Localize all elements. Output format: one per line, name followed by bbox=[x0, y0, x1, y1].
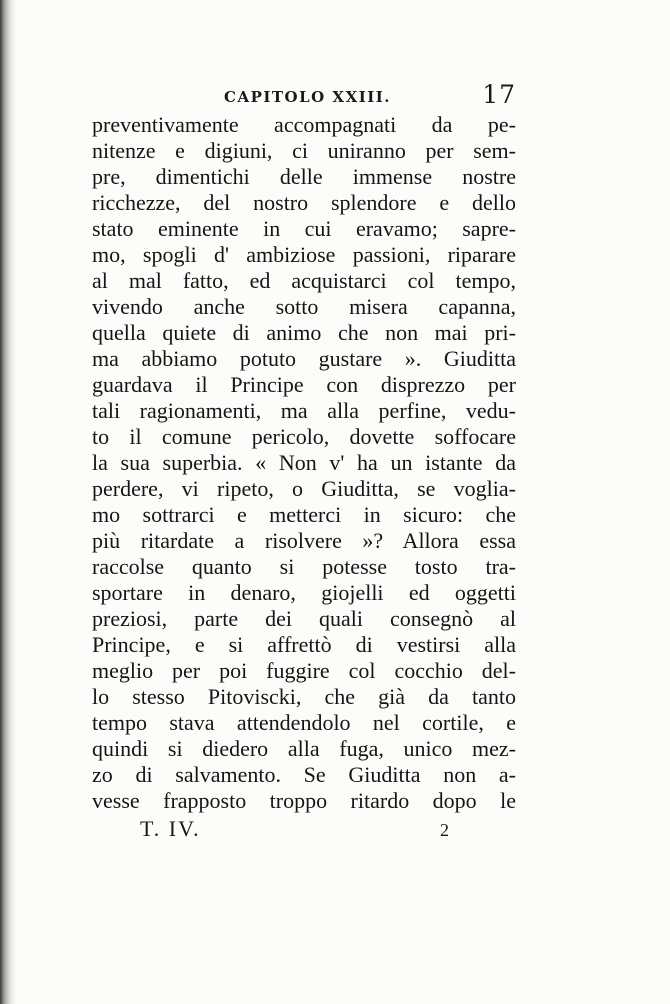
text-line: preventivamente accompagnati da pe- bbox=[92, 112, 516, 137]
text-line: pre, dimentichi delle immense nostre bbox=[92, 164, 516, 189]
volume-signature: T. IV. bbox=[140, 816, 201, 841]
text-line: quella quiete di animo che non mai pri- bbox=[92, 320, 516, 345]
text-line: meglio per poi fuggire col cocchio del- bbox=[92, 658, 516, 683]
page-footer bbox=[92, 816, 512, 846]
body-text bbox=[92, 112, 516, 814]
text-line: stato eminente in cui eravamo; sapre- bbox=[92, 216, 516, 241]
text-line: Principe, e si affrettò di vestirsi alla bbox=[92, 632, 516, 657]
text-line: nitenze e digiuni, ci uniranno per sem- bbox=[92, 138, 516, 163]
text-line: zo di salvamento. Se Giuditta non a- bbox=[92, 762, 516, 787]
text-line: ma abbiamo potuto gustare ». Giuditta bbox=[92, 346, 516, 371]
text-line: più ritardate a risolvere »? Allora essa bbox=[92, 528, 516, 553]
text-line: lo stesso Pitoviscki, che già da tanto bbox=[92, 684, 516, 709]
gathering-mark: 2 bbox=[440, 820, 449, 840]
text-line: to il comune pericolo, dovette soffocare bbox=[92, 424, 516, 449]
text-line: preziosi, parte dei quali consegnò al bbox=[92, 606, 516, 631]
text-line: sportare in denaro, giojelli ed oggetti bbox=[92, 580, 516, 605]
text-line: perdere, vi ripeto, o Giuditta, se voglia- bbox=[92, 476, 516, 501]
text-line: tali ragionamenti, ma alla perfine, vedu- bbox=[92, 398, 516, 423]
text-line: guardava il Principe con disprezzo per bbox=[92, 372, 516, 397]
text-line: vesse frapposto troppo ritardo dopo le bbox=[92, 788, 516, 813]
text-line: vivendo anche sotto misera capanna, bbox=[92, 294, 516, 319]
text-line: quindi si diedero alla fuga, unico mez- bbox=[92, 736, 516, 761]
text-line: mo sottrarci e metterci in sicuro: che bbox=[92, 502, 516, 527]
text-line: mo, spogli d' ambiziose passioni, riparare bbox=[92, 242, 516, 267]
text-line: la sua superbia. « Non v' ha un istante da bbox=[92, 450, 516, 475]
text-line: al mal fatto, ed acquistarci col tempo, bbox=[92, 268, 516, 293]
text-line: tempo stava attendendolo nel cortile, e bbox=[92, 710, 516, 735]
page-header bbox=[92, 80, 520, 114]
page-number: 17 bbox=[482, 80, 516, 109]
page-spine-shadow bbox=[0, 0, 16, 1004]
text-line: ricchezze, del nostro splendore e dello bbox=[92, 190, 516, 215]
running-head: CAPITOLO XXIII. bbox=[224, 88, 391, 106]
text-line: raccolse quanto si potesse tosto tra- bbox=[92, 554, 516, 579]
